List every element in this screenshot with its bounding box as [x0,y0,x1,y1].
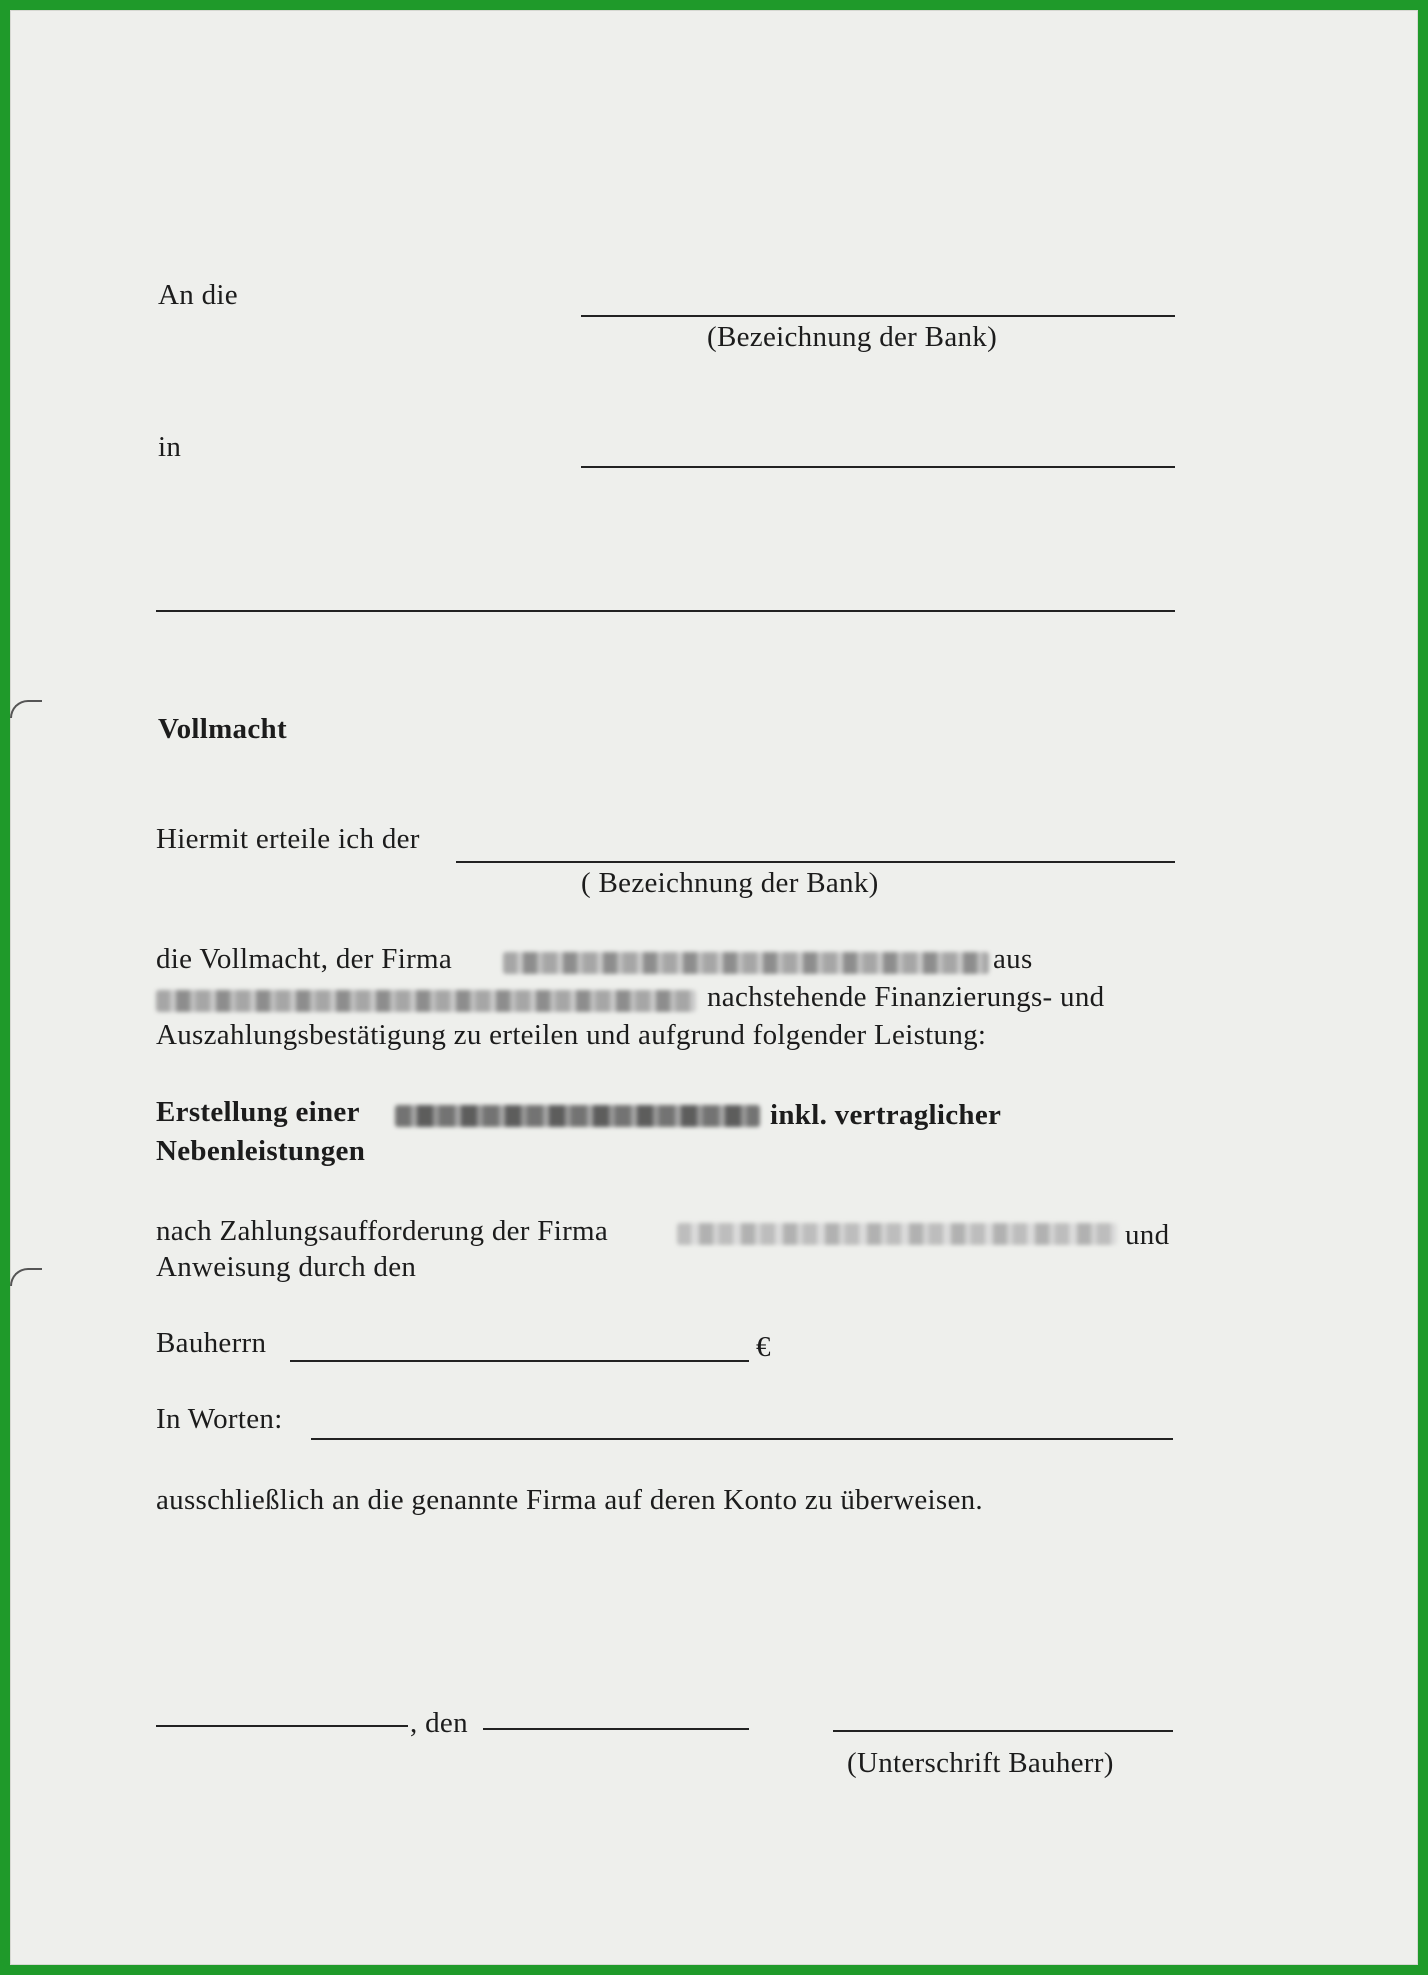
bank-location-field[interactable] [581,466,1175,468]
body-line-2-end: nachstehende Finanzierungs- und [707,981,1105,1013]
signature-caption: (Unterschrift Bauherr) [847,1747,1114,1779]
amount-label: Bauherrn [156,1327,267,1359]
place-field[interactable] [156,1725,408,1727]
amount-in-words-field[interactable] [311,1438,1173,1440]
punch-hole-mark [10,700,42,718]
punch-hole-mark [10,1268,42,1286]
redacted-company-name [503,952,989,974]
document-title: Vollmacht [158,713,287,745]
redacted-service [395,1105,760,1127]
closing-text: ausschließlich an die genannte Firma auf deren Konto zu überweisen. [156,1484,983,1516]
document-page [10,10,1418,1965]
grant-bank-field[interactable] [456,861,1175,863]
redacted-company-address [156,990,696,1012]
body-line-1-start: die Vollmacht, der Firma [156,943,453,975]
grant-bank-caption: ( Bezeichnung der Bank) [581,867,879,899]
amount-field[interactable] [290,1360,749,1362]
redacted-company-name-2 [677,1223,1117,1245]
signature-field[interactable] [833,1730,1173,1732]
body-line-3: Auszahlungsbestätigung zu erteilen und aufgrund folgender Leistung: [156,1019,987,1051]
bank-name-field[interactable] [581,315,1175,317]
service-line-2: Nebenleistungen [156,1135,366,1167]
in-label: in [158,431,182,463]
body-line-1-end: aus [993,943,1033,975]
to-label: An die [158,279,238,311]
payment-line-1-start: nach Zahlungsaufforderung der Firma [156,1215,609,1247]
grant-lead-text: Hiermit erteile ich der [156,823,420,855]
address-extra-field[interactable] [156,610,1175,612]
service-start: Erstellung einer [156,1096,360,1128]
words-label: In Worten: [156,1403,283,1435]
date-field[interactable] [483,1728,749,1730]
payment-line-1-end: und [1125,1219,1170,1251]
currency-symbol: € [756,1331,771,1363]
service-end: inkl. vertraglicher [770,1099,1002,1131]
date-separator: , den [410,1707,468,1739]
bank-caption: (Bezeichnung der Bank) [707,321,998,353]
payment-line-2: Anweisung durch den [156,1251,417,1283]
